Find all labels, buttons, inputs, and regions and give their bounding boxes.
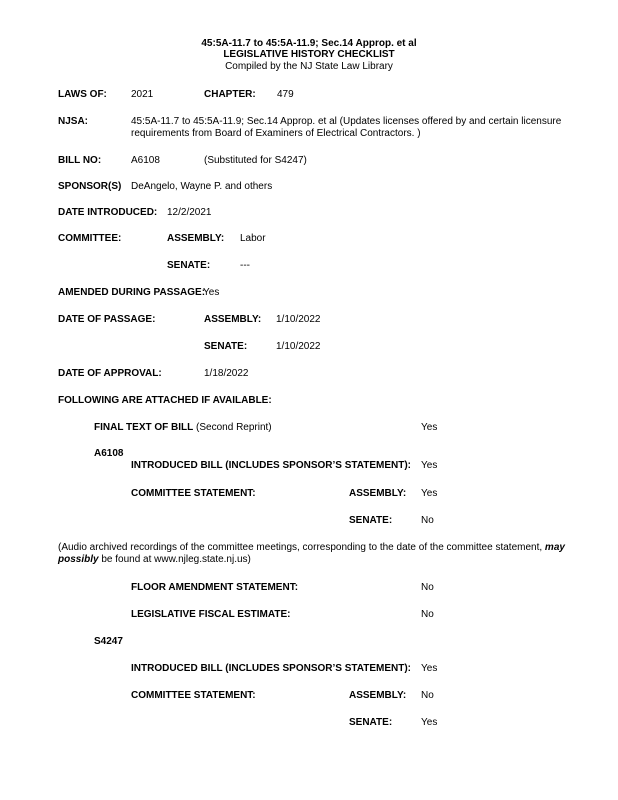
bill-no-note: (Substituted for S4247) [204, 155, 307, 166]
committee-assembly-label: ASSEMBLY: [167, 233, 225, 244]
a6108-heading: A6108 [94, 448, 124, 459]
bill-no-label: BILL NO: [58, 155, 102, 166]
s4247-assembly-label: ASSEMBLY: [349, 690, 407, 701]
date-introduced-value: 12/2/2021 [167, 207, 212, 218]
date-introduced-label: DATE INTRODUCED: [58, 207, 158, 218]
passage-assembly-label: ASSEMBLY: [204, 314, 262, 325]
amended-value: Yes [203, 287, 220, 298]
doc-subtitle: Compiled by the NJ State Law Library [225, 61, 393, 72]
sponsors-label: SPONSOR(S) [58, 181, 122, 192]
chapter-label: CHAPTER: [204, 89, 256, 100]
a6108-senate-value: No [421, 515, 434, 526]
passage-senate-value: 1/10/2022 [276, 341, 321, 352]
committee-senate-label: SENATE: [167, 260, 211, 271]
amended-label: AMENDED DURING PASSAGE: [58, 287, 206, 298]
a6108-introduced-value: Yes [421, 460, 438, 471]
audio-note-text: (Audio archived recordings of the committee meetings, corresponding to the date of the committee statement, [58, 542, 545, 553]
sponsors-value: DeAngelo, Wayne P. and others [131, 181, 273, 192]
final-text-row [94, 422, 272, 434]
date-of-approval-label: DATE OF APPROVAL: [58, 368, 162, 379]
bill-no-value: A6108 [131, 155, 160, 166]
committee-label: COMMITTEE: [58, 233, 122, 244]
chapter-value: 479 [277, 89, 294, 100]
s4247-introduced-value: Yes [421, 663, 438, 674]
fiscal-estimate-value: No [421, 609, 434, 620]
laws-of-value: 2021 [131, 89, 154, 100]
a6108-introduced-label: INTRODUCED BILL (INCLUDES SPONSOR’S STATEMENT): [131, 460, 411, 471]
date-of-approval-value: 1/18/2022 [204, 368, 249, 379]
passage-senate-label: SENATE: [204, 341, 248, 352]
s4247-senate-label: SENATE: [349, 717, 393, 728]
final-text-note: (Second Reprint) [193, 422, 272, 433]
njsa-line2: requirements from Board of Examiners of Electrical Contractors. ) [131, 128, 421, 139]
attachments-heading: FOLLOWING ARE ATTACHED IF AVAILABLE: [58, 395, 272, 406]
doc-title-citation: 45:5A-11.7 to 45:5A-11.9; Sec.14 Approp. et al [201, 38, 417, 49]
floor-amendment-label: FLOOR AMENDMENT STATEMENT: [131, 582, 299, 593]
s4247-introduced-label: INTRODUCED BILL (INCLUDES SPONSOR’S STATEMENT): [131, 663, 411, 674]
audio-note-text-end: be found at www.njleg.state.nj.us) [98, 554, 251, 565]
passage-assembly-value: 1/10/2022 [276, 314, 321, 325]
njsa-label: NJSA: [58, 116, 89, 127]
final-text-value: Yes [421, 422, 438, 433]
a6108-senate-label: SENATE: [349, 515, 393, 526]
fiscal-estimate-label: LEGISLATIVE FISCAL ESTIMATE: [131, 609, 291, 620]
njsa-line1: 45:5A-11.7 to 45:5A-11.9; Sec.14 Approp. et al (Updates licenses offered by and certain licensure [131, 116, 562, 127]
s4247-senate-value: Yes [421, 717, 438, 728]
committee-senate-value: --- [240, 260, 250, 271]
floor-amendment-value: No [421, 582, 434, 593]
laws-of-label: LAWS OF: [58, 89, 107, 100]
audio-note-emphasis: may possibly [58, 542, 565, 565]
final-text-label: FINAL TEXT OF BILL [94, 422, 194, 433]
a6108-committee-label: COMMITTEE STATEMENT: [131, 488, 256, 499]
a6108-assembly-label: ASSEMBLY: [349, 488, 407, 499]
audio-note [58, 542, 590, 566]
doc-title: LEGISLATIVE HISTORY CHECKLIST [223, 49, 395, 60]
s4247-assembly-value: No [421, 690, 434, 701]
date-of-passage-label: DATE OF PASSAGE: [58, 314, 156, 325]
s4247-committee-label: COMMITTEE STATEMENT: [131, 690, 256, 701]
committee-assembly-value: Labor [240, 233, 266, 244]
a6108-assembly-value: Yes [421, 488, 438, 499]
s4247-heading: S4247 [94, 636, 123, 647]
